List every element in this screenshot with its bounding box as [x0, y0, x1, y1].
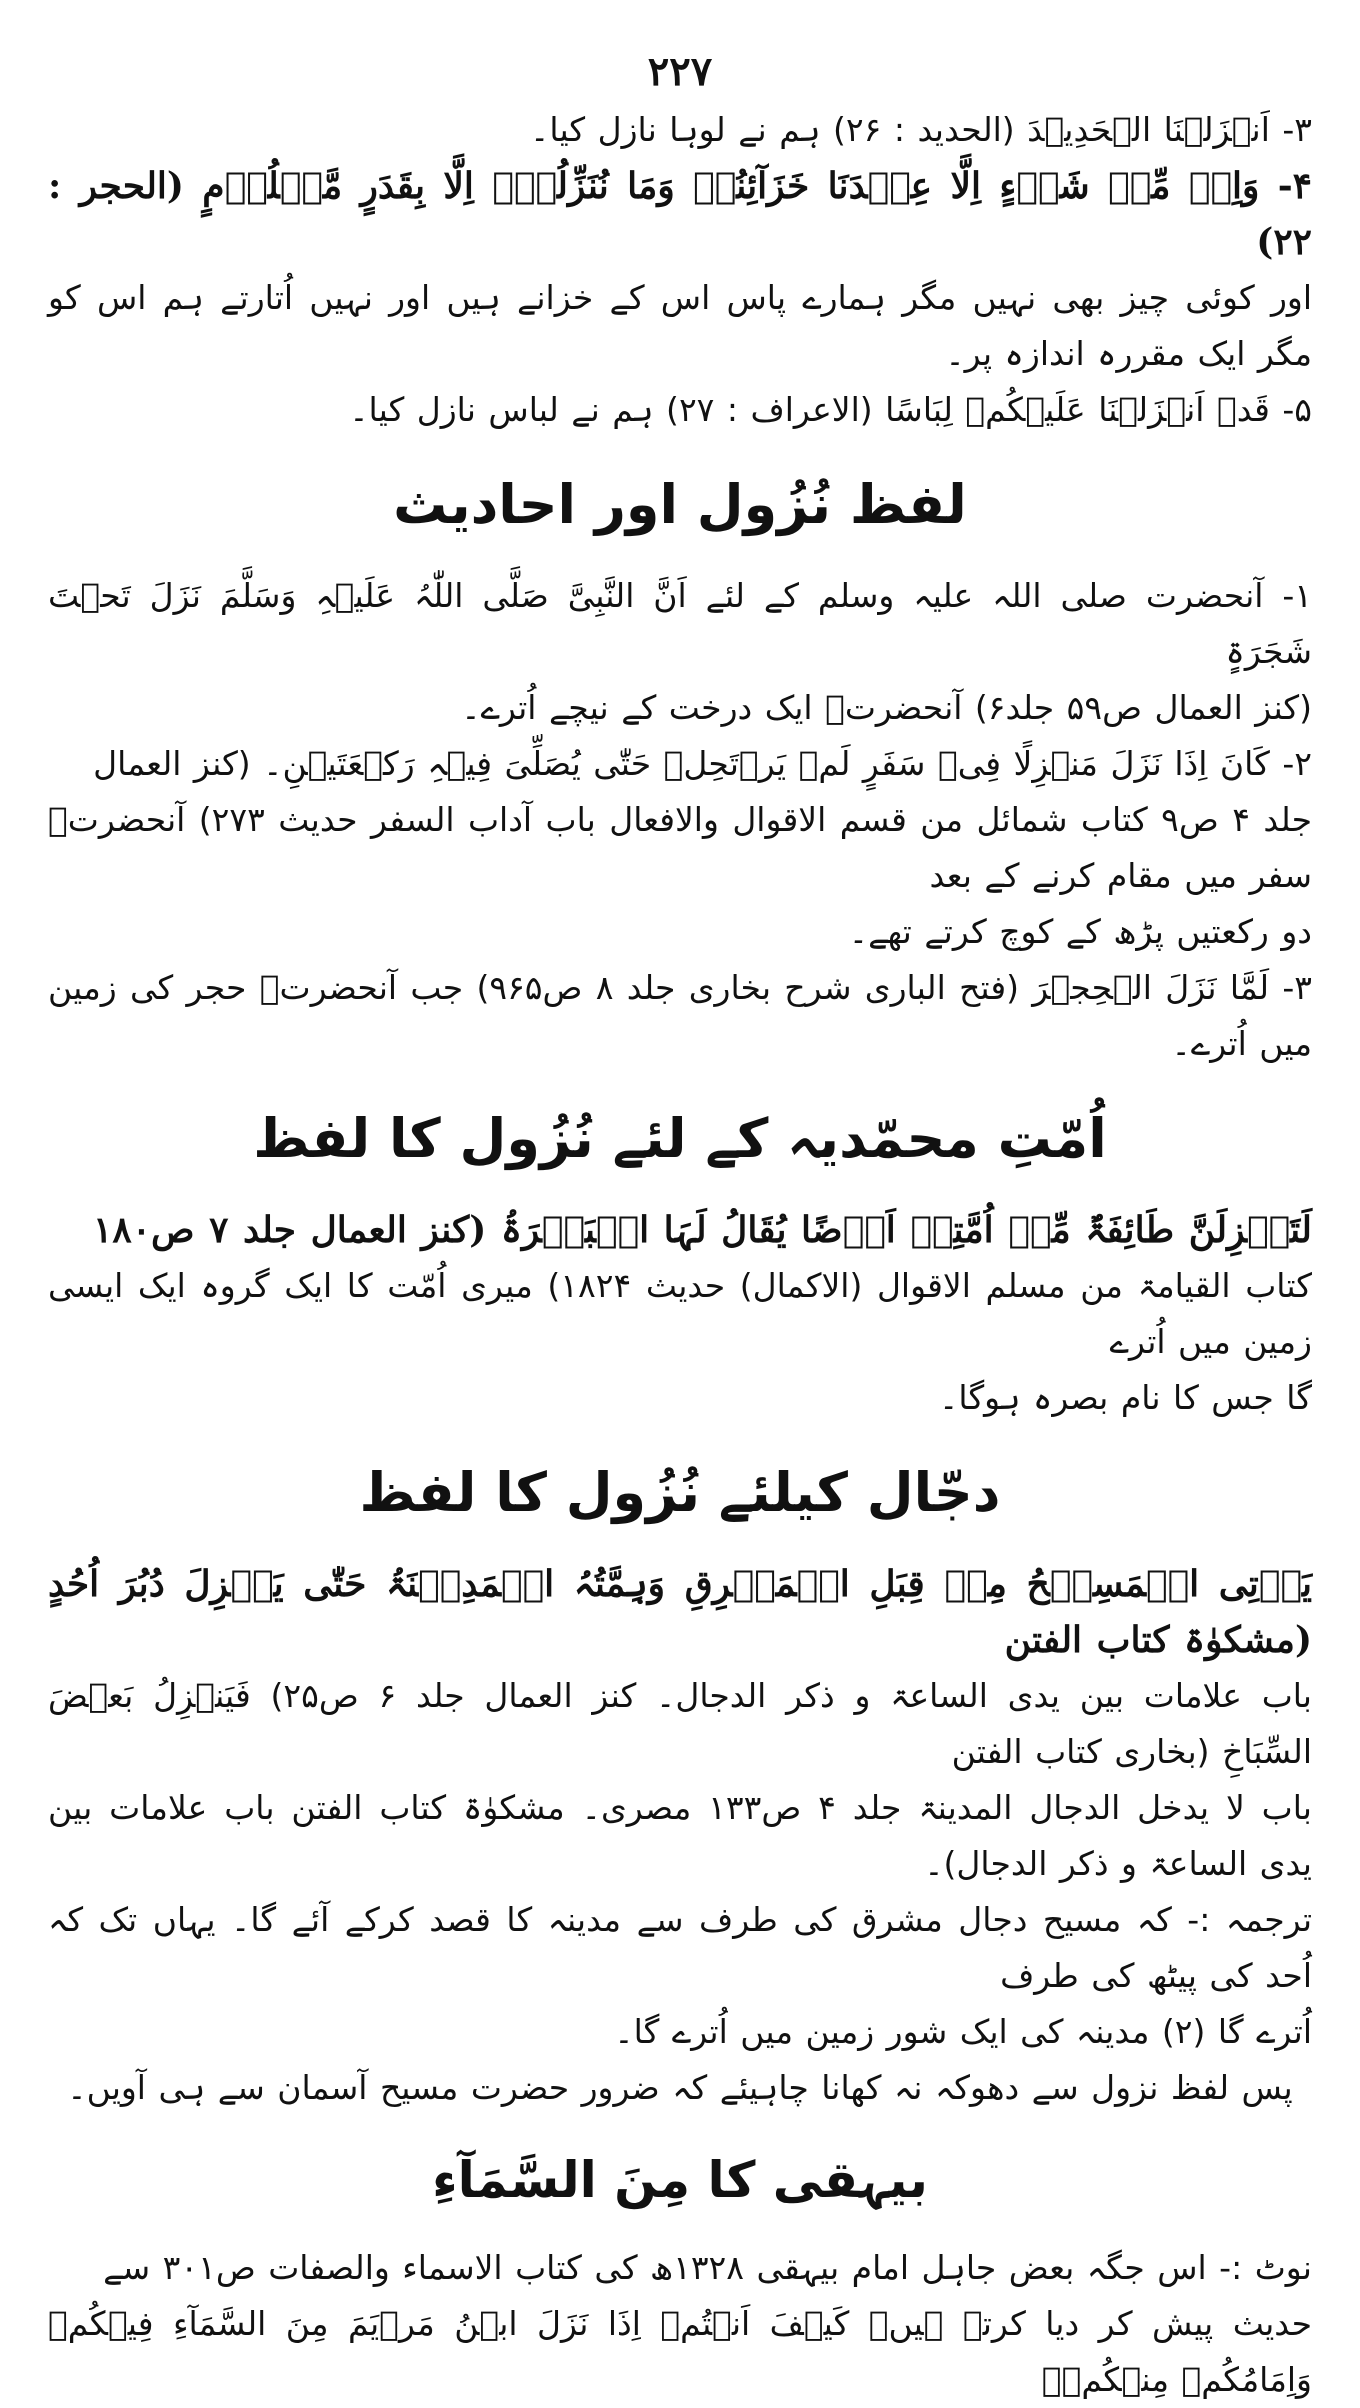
conclusion-line: پس لفظ نزول سے دھوکہ نہ کھانا چاہیئے کہ ضرور حضرت مسیح آسمان سے ہی آویں۔: [67, 2068, 1293, 2107]
hadith-line: باب علامات بین یدی الساعۃ و ذکر الدجال۔ کنز العمال جلد ۶ ص۲۵) فَیَنۡزِلُ بَعۡضَ السِّبَاخِ (بخاری کتاب الفتن: [48, 1676, 1312, 1771]
section-heading: دجّال کیلئے نُزُول کا لفظ: [359, 1461, 1001, 1524]
verse-translation: اور کوئی چیز بھی نہیں مگر ہمارے پاس اس کے خزانے ہیں اور نہیں اُتارتے ہم اس کو مگر ایک مقررہ اندازہ پر۔: [48, 278, 1312, 373]
section-heading: بیہقی کا مِنَ السَّمَآءِ: [432, 2151, 928, 2209]
verse-line: ۵- قَدۡ اَنۡزَلۡنَا عَلَیۡکُمۡ لِبَاسًا (الاعراف : ۲۷) ہم نے لباس نازل کیا۔: [349, 390, 1312, 429]
hadith-line: جلد ۴ ص۹ کتاب شمائل من قسم الاقوال والافعال باب آداب السفر حدیث ۲۷۳) آنحضرتؐ سفر میں مقام کرنے کے بعد: [48, 800, 1313, 895]
verse-line: ۴- وَاِنۡ مِّنۡ شَیۡءٍ اِلَّا عِنۡدَنَا خَزَآئِنُہٗ وَمَا نُنَزِّلُہٗۤ اِلَّا بِقَدَرٍ مَّعۡلُوۡمٍ (الحجر : ۲۲): [48, 165, 1312, 263]
section-ummah: [48, 1202, 1312, 1426]
hadith-line: گا جس کا نام بصرہ ہوگا۔: [939, 1378, 1312, 1417]
section-dajjal: [48, 1556, 1312, 2116]
hadith-line: (کنز العمال ص۵۹ جلد۶) آنحضرتؐ ایک درخت کے نیچے اُترے۔: [461, 688, 1312, 727]
hadith-line: ۱- آنحضرت صلی اللہ علیہ وسلم کے لئے اَنَّ النَّبِیَّ صَلَّی اللّٰہُ عَلَیۡہِ وَسَلَّمَ نَزَلَ تَحۡتَ شَجَرَۃٍ: [48, 576, 1312, 671]
page-number: ۲۲۷: [647, 48, 713, 95]
section-heading: اُمّتِ محمّدیہ کے لئے نُزُول کا لفظ: [253, 1107, 1107, 1170]
hadith-line: دو رکعتیں پڑھ کے کوچ کرتے تھے۔: [848, 912, 1312, 951]
section-hadith-nuzul: [48, 568, 1312, 1072]
verse-line: ۳- اَنۡزَلۡنَا الۡحَدِیۡدَ (الحدید : ۲۶) ہم نے لوہا نازل کیا۔: [530, 110, 1312, 149]
hadith-line: یَاۡتِی الۡمَسِیۡحُ مِنۡ قِبَلِ الۡمَشۡرِقِ وَہِمَّتُہُ الۡمَدِیۡنَۃُ حَتّٰی یَنۡزِلَ دُبُرَ اُحُدٍ (مشکوٰۃ کتاب الفتن: [48, 1563, 1313, 1661]
note-line: نوٹ :- اس جگہ بعض جاہل امام بیہقی ۱۳۲۸ھ کی کتاب الاسماء والصفات ص۳۰۱ سے: [103, 2248, 1312, 2287]
verse-list: [48, 102, 1312, 438]
hadith-line: ۲- کَانَ اِذَا نَزَلَ مَنۡزِلًا فِیۡ سَفَرٍ لَمۡ یَرۡتَحِلۡ حَتّٰی یُصَلِّیَ فِیۡہِ رَکۡعَتَیۡنِ۔ (کنز العمال: [93, 744, 1312, 783]
hadith-line: کتاب القیامۃ من مسلم الاقوال (الاکمال) حدیث ۱۸۲۴) میری اُمّت کا ایک گروہ ایک ایسی زمین میں اُترے: [48, 1266, 1312, 1361]
hadith-line: ۳- لَمَّا نَزَلَ الۡحِجۡرَ (فتح الباری شرح بخاری جلد ۸ ص۹۶۵) جب آنحضرتؐ حجر کی زمین میں اُترے۔: [48, 968, 1313, 1063]
section-bayhaqi: [48, 2240, 1312, 2408]
translation-line: ترجمہ :- کہ مسیح دجال مشرق کی طرف سے مدینہ کا قصد کرکے آئے گا۔ یہاں تک کہ اُحد کی پیٹھ کی طرف: [48, 1900, 1312, 1995]
hadith-line: لَتَنۡزِلَنَّ طَائِفَۃٌ مِّنۡ اُمَّتِیۡ اَرۡضًا یُقَالُ لَہَا الۡبَصۡرَۃُ (کنز العمال جلد ۷ ص۱۸۰: [93, 1209, 1312, 1251]
note-line: حدیث پیش کر دیا کرتے ہیں۔ کَیۡفَ اَنۡتُمۡ اِذَا نَزَلَ ابۡنُ مَرۡیَمَ مِنَ السَّمَآءِ فِیۡکُمۡ وَاِمَامُکُمۡ مِنۡکُمۡ۔: [48, 2304, 1312, 2399]
translation-line: اُترے گا (۲) مدینہ کی ایک شور زمین میں اُترے گا۔: [614, 2012, 1312, 2051]
hadith-line: باب لا یدخل الدجال المدینۃ جلد ۴ ص۱۳۳ مصری۔ مشکوٰۃ کتاب الفتن باب علامات بین یدی الساعۃ و ذکر الدجال)۔: [48, 1788, 1312, 1883]
section-heading: لفظ نُزُول اور احادیث: [393, 473, 967, 536]
